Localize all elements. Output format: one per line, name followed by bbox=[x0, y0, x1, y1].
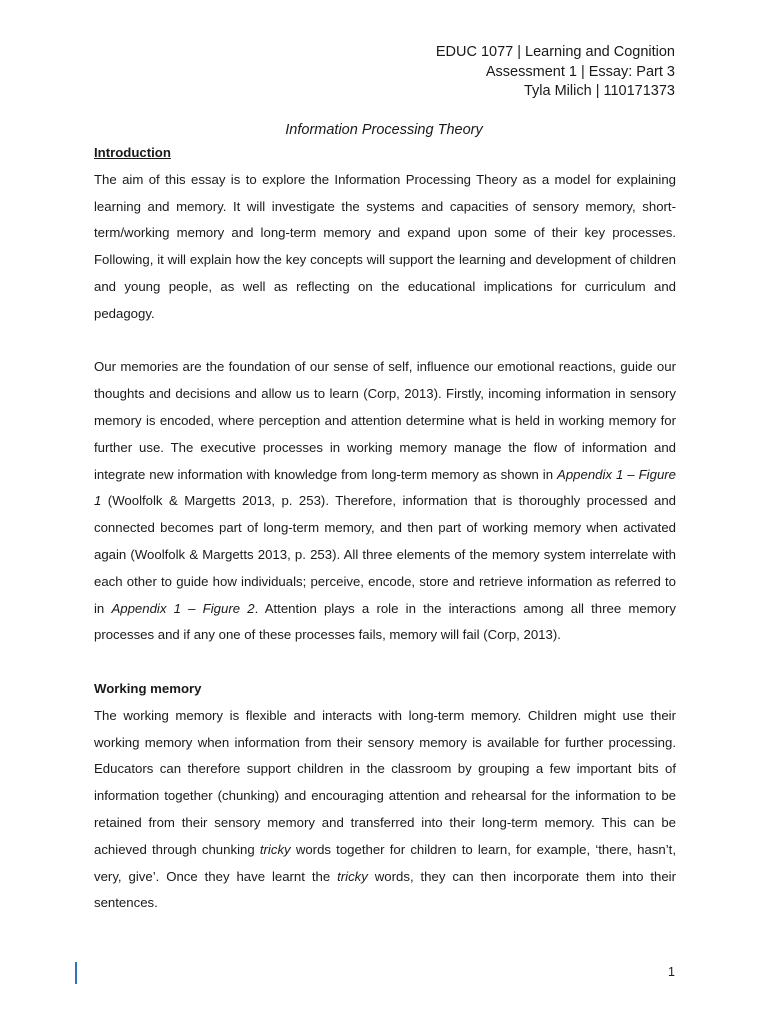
footer-accent-bar bbox=[75, 962, 77, 984]
section-heading-introduction: Introduction bbox=[94, 145, 171, 160]
paragraph-spacer bbox=[94, 649, 676, 676]
paragraph-spacer bbox=[94, 328, 676, 355]
paragraph-text: (Woolfolk & Margetts 2013, p. 253). Therefore, information that is thoroughly processed and connected becomes part of long-term memory, and then part of working memory when activated again (Woolfolk & Margetts 2013, p. 253). All three elements of the memory system interrelate with each other to guide how individuals; perceive, encode, store and retrieve information as referred to in bbox=[94, 493, 676, 616]
header-assessment: Assessment 1 | Essay: Part 3 bbox=[485, 63, 675, 80]
paragraph-text: words together for children to learn, for example, ‘there, hasn’t, very, give’. Once they have learnt the bbox=[94, 841, 677, 884]
appendix-reference: Appendix 1 – Figure 2 bbox=[111, 600, 255, 616]
paragraph-intro-1: The aim of this essay is to explore the Information Processing Theory as a model for explaining learning and memory. It will investigate the systems and capacities of sensory memory, short-term/working memory and long-term memory and expand upon some of their key processes. Following, it will explain how the key concepts will support the learning and development of children and young people, as well as reflecting on the educational implications for curriculum and pedagogy. bbox=[94, 171, 676, 321]
paragraph-text: . Attention plays a role in the interactions among all three memory processes and if any one of these processes fails, memory will fail (Corp, 2013). bbox=[94, 600, 676, 643]
document-header bbox=[436, 43, 675, 102]
emphasis-word: tricky bbox=[259, 841, 291, 857]
page-number: 1 bbox=[668, 965, 675, 979]
paragraph-working-memory-1 bbox=[94, 703, 676, 917]
emphasis-word: tricky bbox=[337, 868, 368, 884]
paragraph-text: The working memory is flexible and interacts with long-term memory. Children might use their working memory when information from their sensory memory is available for further processing. Educators can therefore support children in the classroom by grouping a few important bits of information together (chunking) and encouraging attention and rehearsal for the information to be retained from their sensory memory and transferred into their long-term memory. This can be achieved through chunking bbox=[94, 707, 676, 857]
document-title: Information Processing Theory bbox=[285, 122, 483, 138]
paragraph-text: Our memories are the foundation of our sense of self, influence our emotional reactions, guide our thoughts and decisions and allow us to learn (Corp, 2013). Firstly, incoming information in sensory memory is encoded, where perception and attention determine what is held in working memory for further use. The executive processes in working memory manage the flow of information and integrate new information with knowledge from long-term memory as shown in bbox=[94, 359, 676, 482]
header-course: EDUC 1077 | Learning and Cognition bbox=[435, 44, 675, 60]
header-author: Tyla Milich | 110171373 bbox=[523, 83, 675, 99]
section-heading-working-memory: Working memory bbox=[94, 680, 202, 696]
appendix-reference: Appendix 1 – Figure 1 bbox=[94, 466, 677, 509]
paragraph-intro-2 bbox=[94, 354, 676, 649]
document-body bbox=[94, 140, 676, 917]
paragraph-text: words, they can then incorporate them into their sentences. bbox=[94, 868, 676, 911]
